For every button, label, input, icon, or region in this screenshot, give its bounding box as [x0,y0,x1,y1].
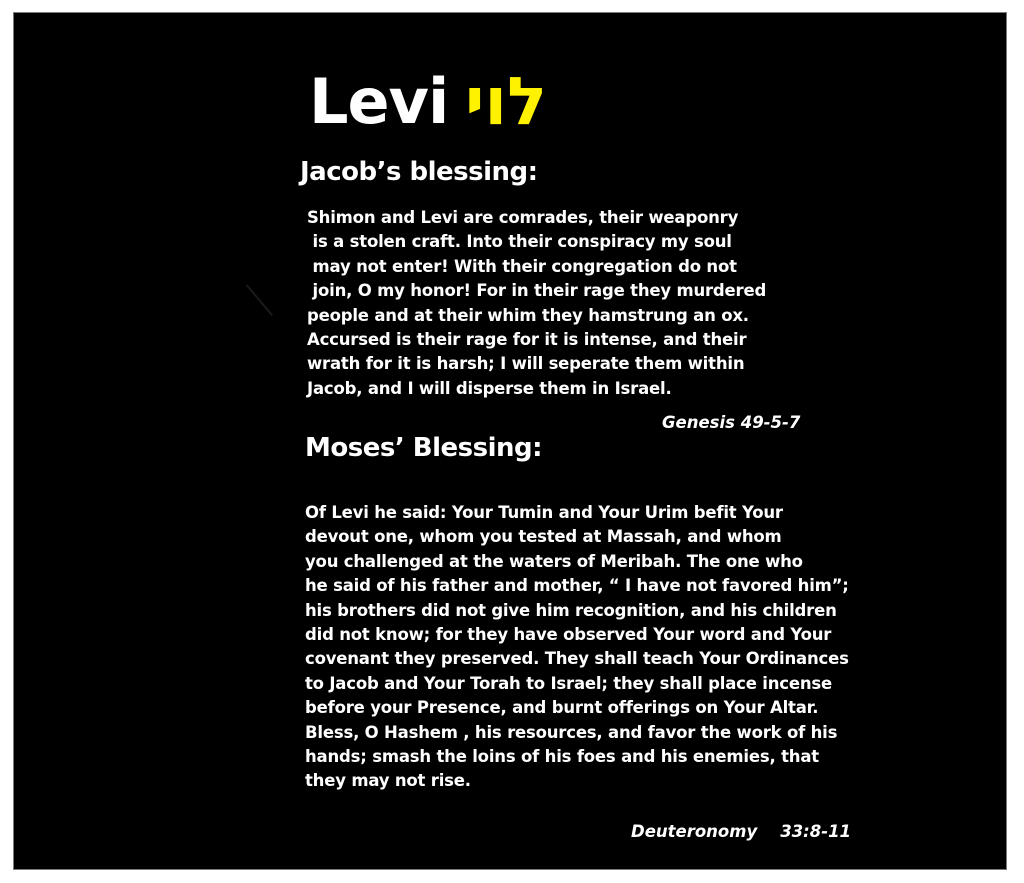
verse-line: you challenged at the waters of Meribah. The one who [305,551,803,571]
verse-line: covenant they preserved. They shall teach Your Ordinances [305,649,849,669]
verse-line: before your Presence, and burnt offerings on Your Altar. [305,698,819,718]
verse-line: he said of his father and mother, “ I have not favored him”; [305,576,849,596]
deuteronomy-citation: Deuteronomy 33:8-11 [631,822,852,841]
moses-blessing-heading: Moses’ Blessing: [305,433,542,463]
verse-line: people and at their whim they hamstrung an ox. [307,305,749,325]
verse-line: Of Levi he said: Your Tumin and Your Urim befit Your [305,503,783,522]
jacob-blessing-heading: Jacob’s blessing: [300,157,538,187]
decorative-smudge [246,260,302,316]
verse-line: is a stolen craft. Into their conspiracy my soul [307,232,732,252]
verse-line: may not enter! With their congregation do not [307,256,737,276]
verse-line: they may not rise. [305,771,471,791]
verse-line: devout one, whom you tested at Massah, and whom [305,527,782,547]
verse-line: hands; smash the loins of his foes and his enemies, that [305,747,819,767]
verse-line: Accursed is their rage for it is intense, and their [307,330,747,350]
verse-line: did not know; for they have observed Your word and Your [305,625,832,645]
verse-line: his brothers did not give him recognition, and his children [305,600,837,620]
verse-line: Jacob, and I will disperse them in Israel. [307,378,672,398]
verse-line: join, O my honor! For in their rage they murdered [307,281,767,301]
verse-line: to Jacob and Your Torah to Israel; they shall place incense [305,673,833,693]
title-hebrew: לוי [465,63,548,140]
jacob-blessing-text [307,206,766,401]
verse-line: Shimon and Levi are comrades, their weaponry [307,208,739,227]
verse-line: wrath for it is harsh; I will seperate them within [307,354,745,374]
genesis-citation: Genesis 49-5-7 [662,413,801,432]
verse-line: Bless, O Hashem , his resources, and favor the work of his [305,722,838,742]
moses-blessing-text [305,501,849,794]
title-english: Levi [309,65,449,138]
